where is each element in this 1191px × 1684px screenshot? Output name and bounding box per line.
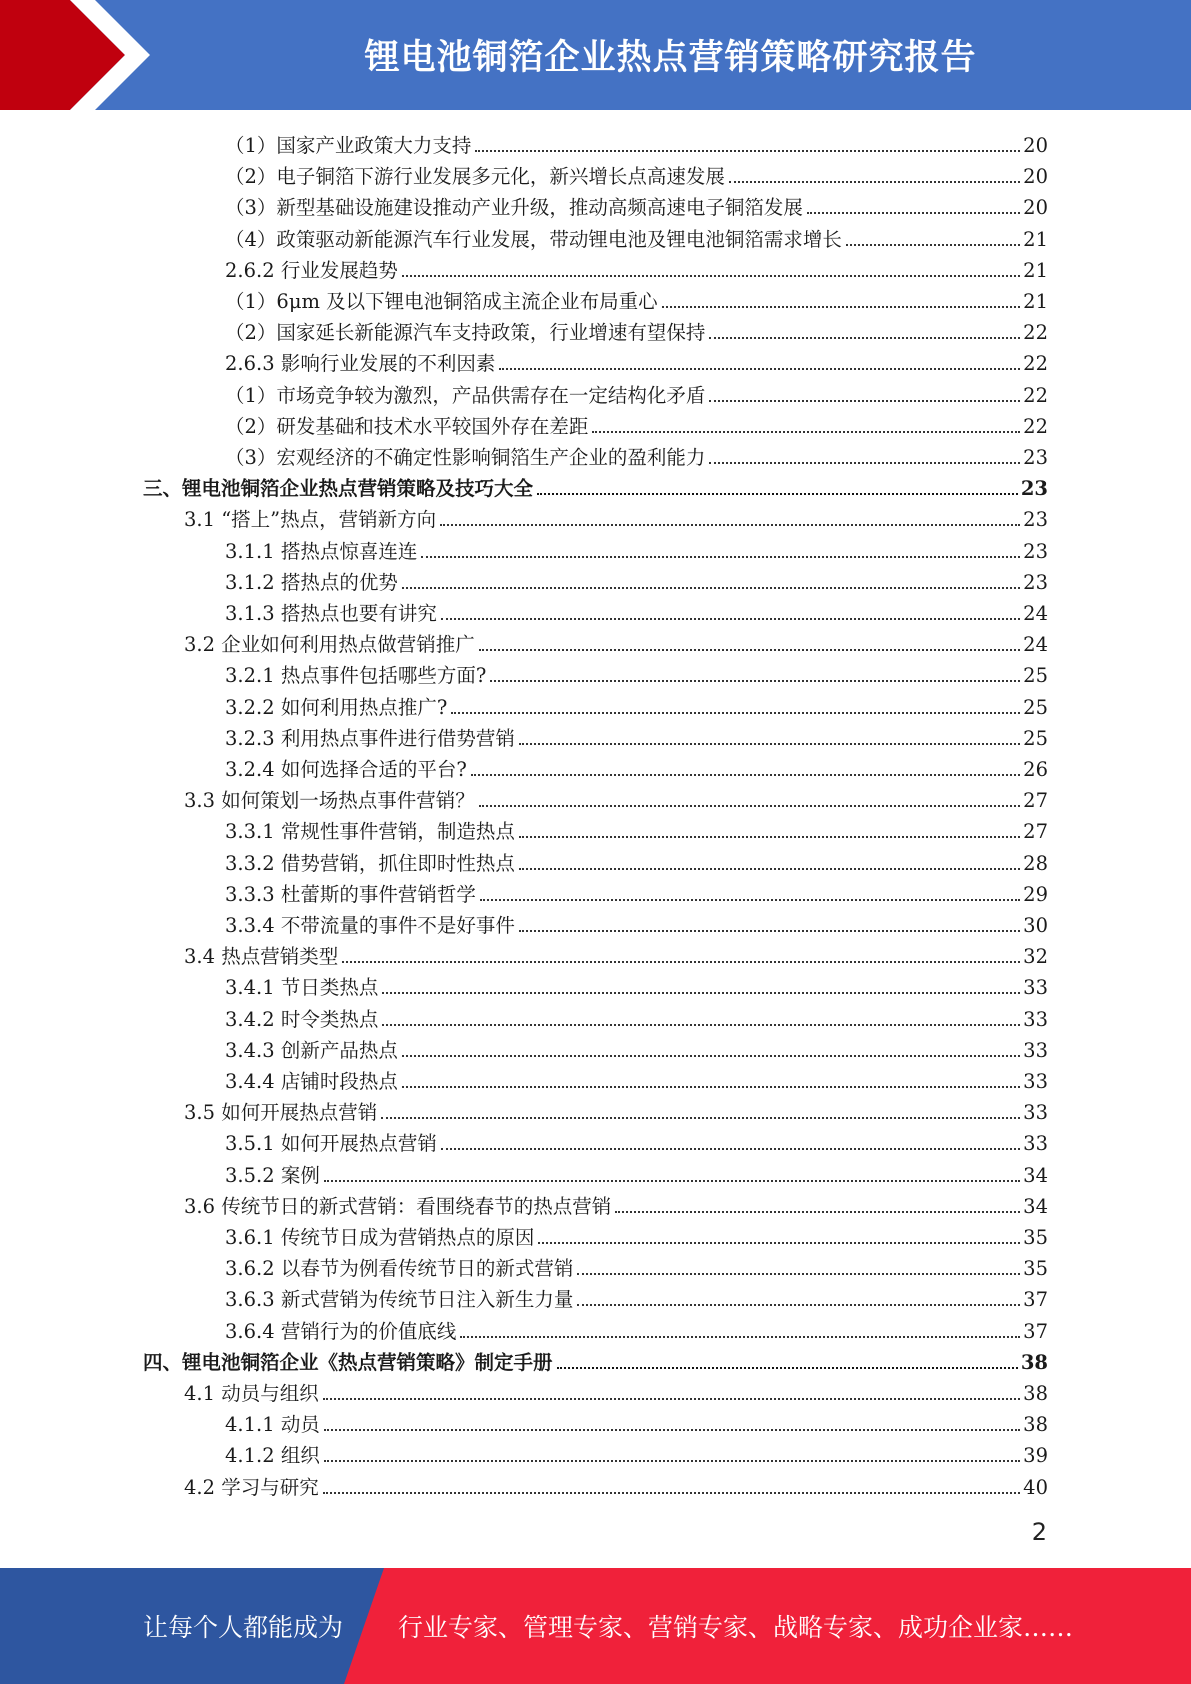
toc-dot-leader	[460, 1336, 1020, 1338]
toc-entry-label: 3.6 传统节日的新式营销：看围绕春节的热点营销	[184, 1194, 612, 1218]
toc-entry-label: 3.5.2 案例	[225, 1163, 320, 1187]
toc-entry[interactable]	[225, 345, 1048, 376]
toc-entry-page: 22	[1023, 352, 1048, 376]
toc-entry-page: 34	[1023, 1163, 1048, 1187]
toc-entry-label: 3.2.2 如何利用热点推广?	[225, 695, 448, 719]
toc-entry[interactable]	[225, 969, 1048, 1000]
toc-entry-page: 32	[1023, 945, 1048, 969]
toc-entry-label: 3.6.4 营销行为的价值底线	[225, 1319, 457, 1343]
toc-dot-leader	[324, 1180, 1020, 1182]
toc-dot-leader	[557, 1367, 1018, 1369]
toc-entry-label: 4.2 学习与研究	[184, 1475, 319, 1499]
toc-entry-label: 4.1 动员与组织	[184, 1382, 319, 1405]
toc-entry[interactable]	[225, 1063, 1048, 1094]
toc-entry-page: 23	[1023, 570, 1048, 594]
toc-entry-page: 20	[1023, 165, 1048, 189]
footer-slogan-left: 让每个人都能成为	[143, 1613, 344, 1642]
toc-dot-leader	[729, 181, 1020, 183]
toc-entry-label: 3.6.3 新式营销为传统节日注入新生力量	[225, 1288, 574, 1312]
footer-slogan-right: 行业专家、管理专家、营销专家、战略专家、成功企业家……	[398, 1613, 1074, 1642]
toc-entry-label: 2.6.2 行业发展趋势	[225, 258, 398, 282]
toc-entry-label: （1）市场竞争较为激烈，产品供需存在一定结构化矛盾	[225, 383, 706, 407]
toc-entry[interactable]	[225, 564, 1048, 595]
toc-dot-leader	[499, 368, 1020, 370]
toc-dot-leader	[402, 275, 1020, 277]
toc-entry[interactable]	[225, 533, 1048, 564]
toc-entry-page: 28	[1023, 851, 1048, 875]
toc-entry-label: （2）电子铜箔下游行业发展多元化，新兴增长点高速发展	[225, 165, 725, 189]
toc-entry[interactable]	[225, 1125, 1048, 1156]
toc-entry[interactable]	[225, 158, 1048, 189]
toc-entry[interactable]	[184, 626, 1048, 657]
toc-entry[interactable]	[225, 1281, 1048, 1312]
toc-dot-leader	[709, 462, 1020, 464]
toc-entry[interactable]	[225, 283, 1048, 314]
toc-entry-label: 3.4.1 节日类热点	[225, 976, 379, 1000]
toc-entry-page: 22	[1023, 414, 1048, 438]
toc-entry-page: 23	[1023, 446, 1048, 469]
toc-entry[interactable]	[184, 1469, 1048, 1500]
toc-dot-leader	[709, 400, 1020, 402]
toc-entry-page: 33	[1023, 1101, 1048, 1125]
toc-entry[interactable]	[225, 751, 1048, 782]
toc-entry-page: 33	[1023, 1007, 1048, 1031]
report-title: 锂电池铜箔企业热点营销策略研究报告	[364, 38, 977, 78]
toc-entry-page: 22	[1023, 321, 1048, 345]
toc-entry-page: 37	[1023, 1288, 1048, 1312]
toc-entry-page: 40	[1023, 1475, 1048, 1499]
toc-entry-label: 3.5 如何开展热点营销	[184, 1101, 378, 1125]
toc-entry-page: 34	[1023, 1194, 1048, 1218]
toc-entry-page: 24	[1023, 602, 1048, 625]
toc-dot-leader	[421, 556, 1020, 558]
toc-entry-label: （1）国家产业政策大力支持	[225, 134, 472, 157]
toc-dot-leader	[615, 1211, 1020, 1213]
page-number: 2	[1031, 1518, 1047, 1546]
toc-entry-label: 3.1.1 搭热点惊喜连连	[225, 539, 418, 563]
toc-entry-page: 39	[1023, 1444, 1048, 1468]
toc-entry[interactable]	[225, 1406, 1048, 1437]
toc-entry-page: 25	[1023, 664, 1048, 688]
toc-entry-label: 4.1.2 组织	[225, 1444, 320, 1468]
toc-entry-page: 29	[1023, 882, 1048, 906]
toc-entry-label: 3.3.2 借势营销，抓住即时性热点	[225, 851, 515, 875]
toc-dot-leader	[577, 1304, 1020, 1306]
toc-dot-leader	[519, 868, 1020, 870]
toc-entry-label: 3.4.3 创新产品热点	[225, 1038, 398, 1062]
toc-dot-leader	[846, 244, 1020, 246]
toc-dot-leader	[480, 899, 1020, 901]
toc-entry-label: 3.1.3 搭热点也要有讲究	[225, 602, 437, 625]
toc-dot-leader	[538, 1242, 1020, 1244]
footer-banner	[0, 1568, 1191, 1684]
toc-dot-leader	[402, 1055, 1020, 1057]
toc-dot-leader	[382, 1024, 1020, 1026]
toc-entry-page: 25	[1023, 695, 1048, 719]
toc-dot-leader	[451, 712, 1020, 714]
toc-entry-label: 3.3.4 不带流量的事件不是好事件	[225, 914, 515, 937]
toc-entry[interactable]	[225, 689, 1048, 720]
toc-dot-leader	[479, 649, 1020, 651]
toc-entry-label: 3.3.1 常规性事件营销，制造热点	[225, 820, 515, 844]
toc-entry-label: 3.4.4 店铺时段热点	[225, 1070, 398, 1093]
toc-entry[interactable]	[225, 252, 1048, 283]
toc-entry-page: 33	[1023, 1038, 1048, 1062]
toc-entry[interactable]	[184, 938, 1048, 969]
toc-entry-page: 20	[1023, 134, 1048, 157]
toc-dot-leader	[662, 306, 1020, 308]
toc-entry-label: 三、锂电池铜箔企业热点营销策略及技巧大全	[143, 477, 534, 501]
toc-entry-page: 37	[1023, 1319, 1048, 1343]
toc-entry[interactable]	[184, 1188, 1048, 1219]
toc-entry-label: 3.2 企业如何利用热点做营销推广	[184, 633, 475, 657]
toc-entry[interactable]	[225, 377, 1048, 408]
toc-entry[interactable]	[225, 657, 1048, 688]
toc-dot-leader	[342, 961, 1020, 963]
toc-dot-leader	[323, 1398, 1020, 1400]
toc-entry[interactable]	[225, 1001, 1048, 1032]
toc-entry-page: 38	[1023, 1382, 1048, 1405]
toc-entry-label: （2）研发基础和技术水平较国外存在差距	[225, 414, 589, 438]
toc-entry-page: 21	[1023, 290, 1048, 313]
toc-entry[interactable]	[225, 595, 1048, 626]
toc-entry-page: 33	[1023, 976, 1048, 1000]
toc-entry-label: 3.2.1 热点事件包括哪些方面?	[225, 664, 487, 688]
toc-dot-leader	[324, 1429, 1020, 1431]
toc-entry-page: 23	[1020, 477, 1048, 501]
toc-entry[interactable]	[225, 1313, 1048, 1344]
toc-entry[interactable]	[225, 813, 1048, 844]
toc-entry[interactable]	[225, 314, 1048, 345]
toc-dot-leader	[475, 150, 1020, 152]
toc-entry-page: 23	[1023, 508, 1048, 532]
toc-entry-label: 4.1.1 动员	[225, 1413, 320, 1437]
toc-entry-label: 3.5.1 如何开展热点营销	[225, 1132, 437, 1156]
toc-entry-page: 35	[1023, 1226, 1048, 1249]
toc-entry-page: 26	[1023, 758, 1048, 781]
toc-entry-label: 3.6.1 传统节日成为营销热点的原因	[225, 1226, 535, 1249]
toc-entry[interactable]	[184, 1094, 1048, 1125]
toc-entry-page: 38	[1020, 1350, 1048, 1374]
toc-entry-label: 3.1 “搭上”热点，营销新方向	[184, 508, 437, 532]
toc-entry-label: 四、锂电池铜箔企业《热点营销策略》制定手册	[143, 1350, 553, 1374]
toc-entry-page: 27	[1023, 820, 1048, 844]
toc-dot-leader	[807, 212, 1020, 214]
toc-entry[interactable]	[225, 907, 1048, 938]
toc-dot-leader	[382, 992, 1020, 994]
toc-entry-label: 3.4 热点营销类型	[184, 945, 339, 969]
toc-entry-page: 33	[1023, 1070, 1048, 1093]
toc-dot-leader	[537, 493, 1018, 495]
toc-entry-label: （3）新型基础设施建设推动产业升级，推动高频高速电子铜箔发展	[225, 196, 803, 220]
header-banner	[0, 0, 1191, 110]
toc-entry[interactable]	[184, 501, 1048, 532]
toc-entry[interactable]	[225, 876, 1048, 907]
toc-dot-leader	[402, 587, 1020, 589]
toc-entry-page: 27	[1023, 789, 1048, 813]
toc-entry-label: 3.3.3 杜蕾斯的事件营销哲学	[225, 882, 476, 906]
toc-entry[interactable]	[225, 720, 1048, 751]
toc-dot-leader	[592, 431, 1020, 433]
toc-entry-label: 3.4.2 时令类热点	[225, 1007, 379, 1031]
toc-entry-page: 35	[1023, 1257, 1048, 1281]
toc-entry[interactable]	[225, 439, 1048, 470]
toc-entry[interactable]	[225, 1157, 1048, 1188]
toc-entry-label: 3.2.4 如何选择合适的平台?	[225, 758, 467, 781]
toc-entry-page: 38	[1023, 1413, 1048, 1437]
toc-entry[interactable]	[225, 1032, 1048, 1063]
toc-entry[interactable]	[225, 408, 1048, 439]
toc-entry-page: 21	[1023, 258, 1048, 282]
toc-entry-label: （4）政策驱动新能源汽车行业发展，带动锂电池及锂电池铜箔需求增长	[225, 227, 842, 251]
toc-dot-leader	[324, 1460, 1020, 1462]
toc-entry-page: 23	[1023, 539, 1048, 563]
toc-dot-leader	[471, 774, 1020, 776]
toc-dot-leader	[577, 1273, 1020, 1275]
toc-dot-leader	[519, 743, 1020, 745]
toc-entry-label: 3.3 如何策划一场热点事件营销？	[184, 789, 475, 813]
toc-entry-label: 2.6.3 影响行业发展的不利因素	[225, 352, 496, 376]
toc-entry[interactable]	[225, 1437, 1048, 1468]
toc-entry-page: 30	[1023, 914, 1048, 937]
toc-dot-leader	[441, 618, 1020, 620]
toc-entry[interactable]	[225, 221, 1048, 252]
toc-dot-leader	[402, 1086, 1020, 1088]
toc-dot-leader	[479, 805, 1020, 807]
toc-entry[interactable]	[184, 1375, 1048, 1406]
toc-entry-label: （1）6μm 及以下锂电池铜箔成主流企业布局重心	[225, 290, 658, 313]
toc-entry[interactable]	[143, 1344, 1048, 1375]
toc-entry-page: 20	[1023, 196, 1048, 220]
toc-entry-label: 3.2.3 利用热点事件进行借势营销	[225, 726, 515, 750]
toc-dot-leader	[381, 1117, 1020, 1119]
toc-dot-leader	[709, 337, 1020, 339]
toc-entry-page: 21	[1023, 227, 1048, 251]
toc-entry[interactable]	[225, 1250, 1048, 1281]
toc-dot-leader	[323, 1492, 1020, 1494]
toc-dot-leader	[441, 1148, 1020, 1150]
toc-entry-label: （3）宏观经济的不确定性影响铜箔生产企业的盈利能力	[225, 446, 706, 469]
toc-entry[interactable]	[184, 782, 1048, 813]
toc-entry-label: （2）国家延长新能源汽车支持政策，行业增速有望保持	[225, 321, 706, 345]
toc-entry[interactable]	[143, 470, 1048, 501]
toc-entry-page: 25	[1023, 726, 1048, 750]
toc-entry-page: 24	[1023, 633, 1048, 657]
toc-dot-leader	[519, 836, 1020, 838]
toc-entry[interactable]	[225, 845, 1048, 876]
toc-entry[interactable]	[225, 127, 1048, 158]
toc-dot-leader	[519, 930, 1020, 932]
toc-entry[interactable]	[225, 1219, 1048, 1250]
toc-dot-leader	[490, 680, 1020, 682]
toc-entry-page: 33	[1023, 1132, 1048, 1156]
toc-entry[interactable]	[225, 189, 1048, 220]
toc-dot-leader	[440, 524, 1020, 526]
toc-entry-label: 3.6.2 以春节为例看传统节日的新式营销	[225, 1257, 574, 1281]
toc-entry-page: 22	[1023, 383, 1048, 407]
toc-entry-label: 3.1.2 搭热点的优势	[225, 570, 398, 594]
